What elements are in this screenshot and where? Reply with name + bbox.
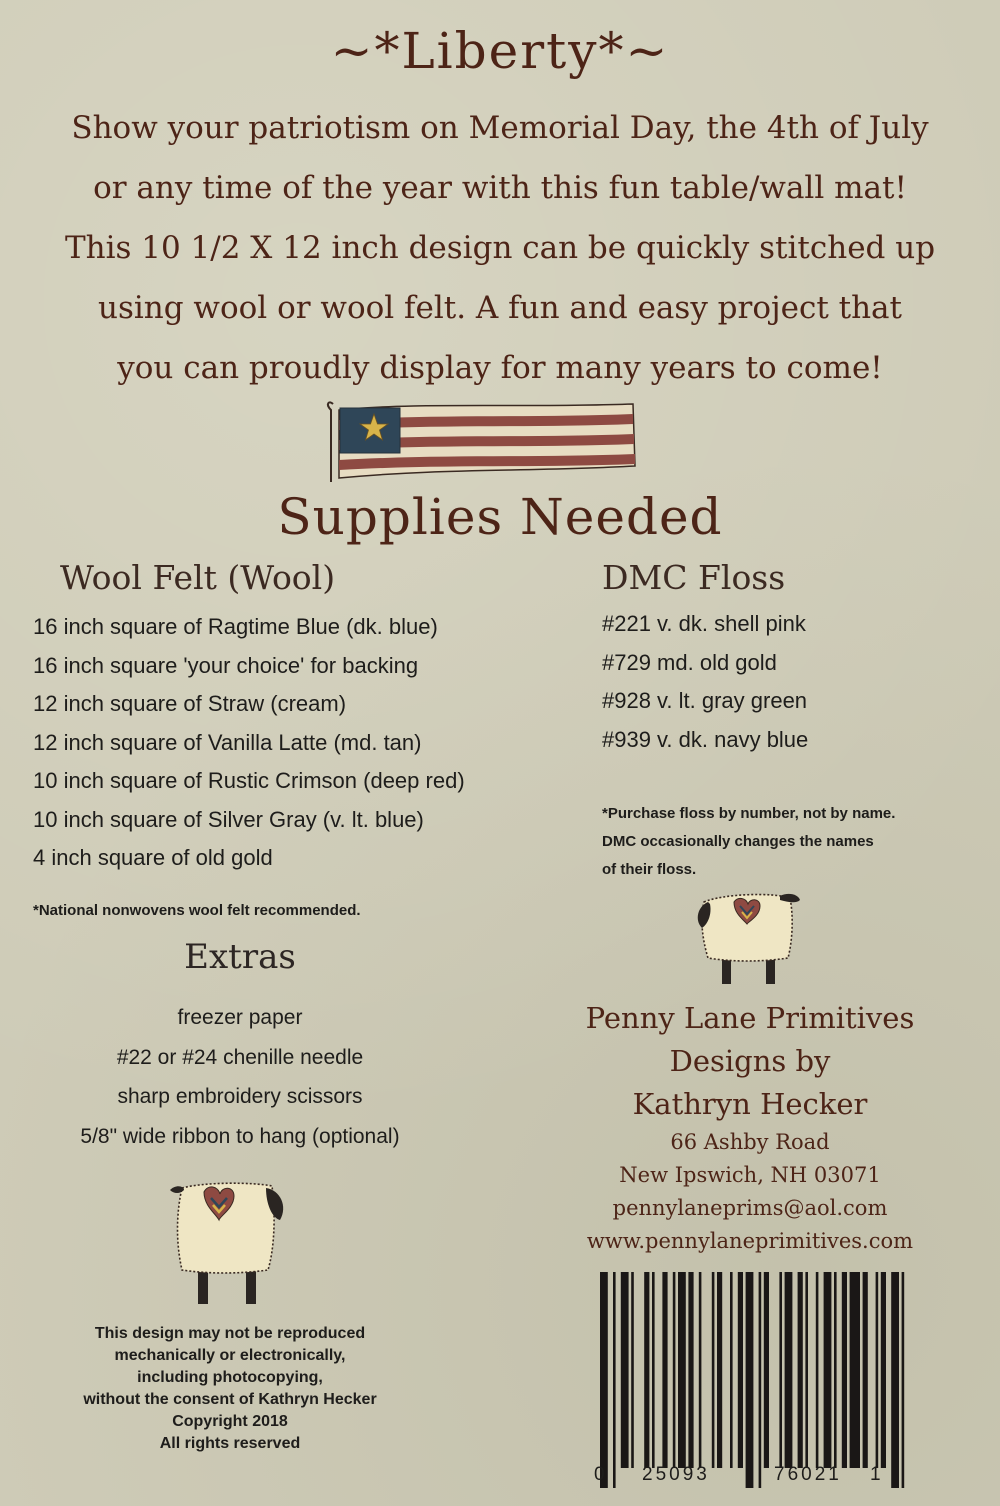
intro-line: using wool or wool felt. A fun and easy project that: [97, 290, 903, 326]
contact-block: [560, 997, 940, 1258]
sheep-icon: [170, 1183, 283, 1304]
floss-note-line: DMC occasionally changes the names: [602, 833, 874, 850]
wool-heading: Wool Felt (Wool): [60, 558, 336, 597]
intro-paragraph: [40, 98, 960, 398]
designer-name: Kathryn Hecker: [632, 1087, 868, 1121]
barcode-bar: [621, 1272, 629, 1468]
barcode-bar: [662, 1272, 667, 1468]
sheep-icon: [698, 894, 800, 984]
barcode-digit-left: 0: [594, 1464, 605, 1485]
flag-illustration: [325, 398, 640, 486]
list-item: #221 v. dk. shell pink: [602, 611, 806, 636]
flag-icon: [328, 402, 635, 482]
barcode-bar: [876, 1272, 879, 1468]
barcode-bar: [798, 1272, 803, 1468]
barcode-bar: [842, 1272, 847, 1468]
barcode-bar: [730, 1272, 733, 1468]
barcode-bar: [805, 1272, 808, 1468]
barcode-bar: [816, 1272, 819, 1468]
email[interactable]: pennylaneprims@aol.com: [612, 1196, 888, 1220]
barcode-bar: [673, 1272, 676, 1468]
barcode-bar: [699, 1272, 702, 1468]
list-item: 16 inch square 'your choice' for backing: [33, 652, 419, 678]
barcode-bar: [759, 1272, 762, 1488]
intro-line: This 10 1/2 X 12 inch design can be quickly stitched up: [64, 230, 936, 266]
address-line-2: New Ipswich, NH 03071: [619, 1163, 881, 1187]
extras-heading: Extras: [184, 937, 296, 977]
barcode-bar: [850, 1272, 860, 1468]
wool-note: *National nonwovens wool felt recommended.: [33, 902, 361, 919]
barcode-bar: [764, 1272, 769, 1468]
copyright-line: mechanically or electronically,: [114, 1347, 346, 1364]
barcode-bars: [594, 1264, 916, 1480]
address-line-1: 66 Ashby Road: [670, 1130, 830, 1154]
barcode-bar: [600, 1272, 608, 1488]
list-item: #22 or #24 chenille needle: [116, 1045, 364, 1069]
sheep-illustration-left: [168, 1178, 296, 1308]
page-title: ~*Liberty*~: [330, 22, 670, 80]
intro-line: or any time of the year with this fun table/wall mat!: [93, 170, 907, 206]
list-item: freezer paper: [177, 1006, 303, 1029]
barcode-bar: [746, 1272, 754, 1488]
barcode-group-2: 76021: [774, 1464, 842, 1485]
intro-line: Show your patriotism on Memorial Day, the 4th of July: [71, 110, 929, 146]
wool-list: [33, 608, 465, 878]
sheep-illustration-right: [692, 888, 804, 988]
barcode-bar: [688, 1272, 693, 1468]
designs-by: Designs by: [669, 1044, 831, 1078]
barcode-digit-right: 1: [870, 1464, 881, 1485]
floss-note-line: *Purchase floss by number, not by name.: [602, 805, 896, 822]
copyright-line: Copyright 2018: [172, 1413, 288, 1430]
barcode-bar: [902, 1272, 905, 1488]
barcode-bar: [779, 1272, 782, 1468]
list-item: 5/8" wide ribbon to hang (optional): [80, 1124, 400, 1148]
barcode-bar: [834, 1272, 837, 1468]
copyright-notice: [40, 1323, 420, 1455]
floss-note-line: of their floss.: [602, 861, 697, 878]
barcode-bar: [644, 1272, 649, 1468]
floss-note: [602, 800, 895, 884]
barcode-bar: [824, 1272, 832, 1468]
list-item: #928 v. lt. gray green: [602, 688, 808, 713]
list-item: 12 inch square of Straw (cream): [33, 691, 347, 716]
list-item: #939 v. dk. navy blue: [602, 726, 809, 752]
list-item: 12 inch square of Vanilla Latte (md. tan): [33, 729, 422, 755]
list-item: 10 inch square of Silver Gray (v. lt. blue): [33, 806, 424, 832]
floss-list: [602, 605, 808, 759]
barcode-bar: [717, 1272, 722, 1468]
barcode-bar: [678, 1272, 686, 1468]
copyright-line: All rights reserved: [159, 1435, 301, 1452]
barcode-bar: [738, 1272, 743, 1468]
barcode: [594, 1264, 916, 1492]
floss-heading: DMC Floss: [602, 558, 786, 597]
barcode-group-1: 25093: [642, 1464, 710, 1485]
barcode-bar: [613, 1272, 616, 1488]
copyright-line: This design may not be reproduced: [94, 1325, 366, 1342]
list-item: 4 inch square of old gold: [33, 845, 273, 870]
copyright-line: without the consent of Kathryn Hecker: [83, 1391, 377, 1408]
website[interactable]: www.pennylaneprimitives.com: [586, 1229, 914, 1253]
barcode-bar: [881, 1272, 886, 1468]
barcode-bar: [891, 1272, 899, 1488]
list-item: #729 md. old gold: [602, 649, 777, 675]
barcode-bar: [652, 1272, 655, 1468]
barcode-bar: [785, 1272, 793, 1468]
intro-line: you can proudly display for many years to come!: [117, 350, 883, 386]
barcode-bar: [631, 1272, 634, 1468]
supplies-heading: Supplies Needed: [277, 488, 723, 546]
barcode-bar: [863, 1272, 868, 1468]
copyright-line: including photocopying,: [137, 1369, 323, 1386]
barcode-bar: [712, 1272, 715, 1468]
list-item: 10 inch square of Rustic Crimson (deep red): [33, 768, 465, 793]
extras-list: [40, 998, 440, 1156]
list-item: 16 inch square of Ragtime Blue (dk. blue): [33, 614, 438, 639]
company-name: Penny Lane Primitives: [585, 1001, 915, 1035]
list-item: sharp embroidery scissors: [117, 1085, 363, 1108]
